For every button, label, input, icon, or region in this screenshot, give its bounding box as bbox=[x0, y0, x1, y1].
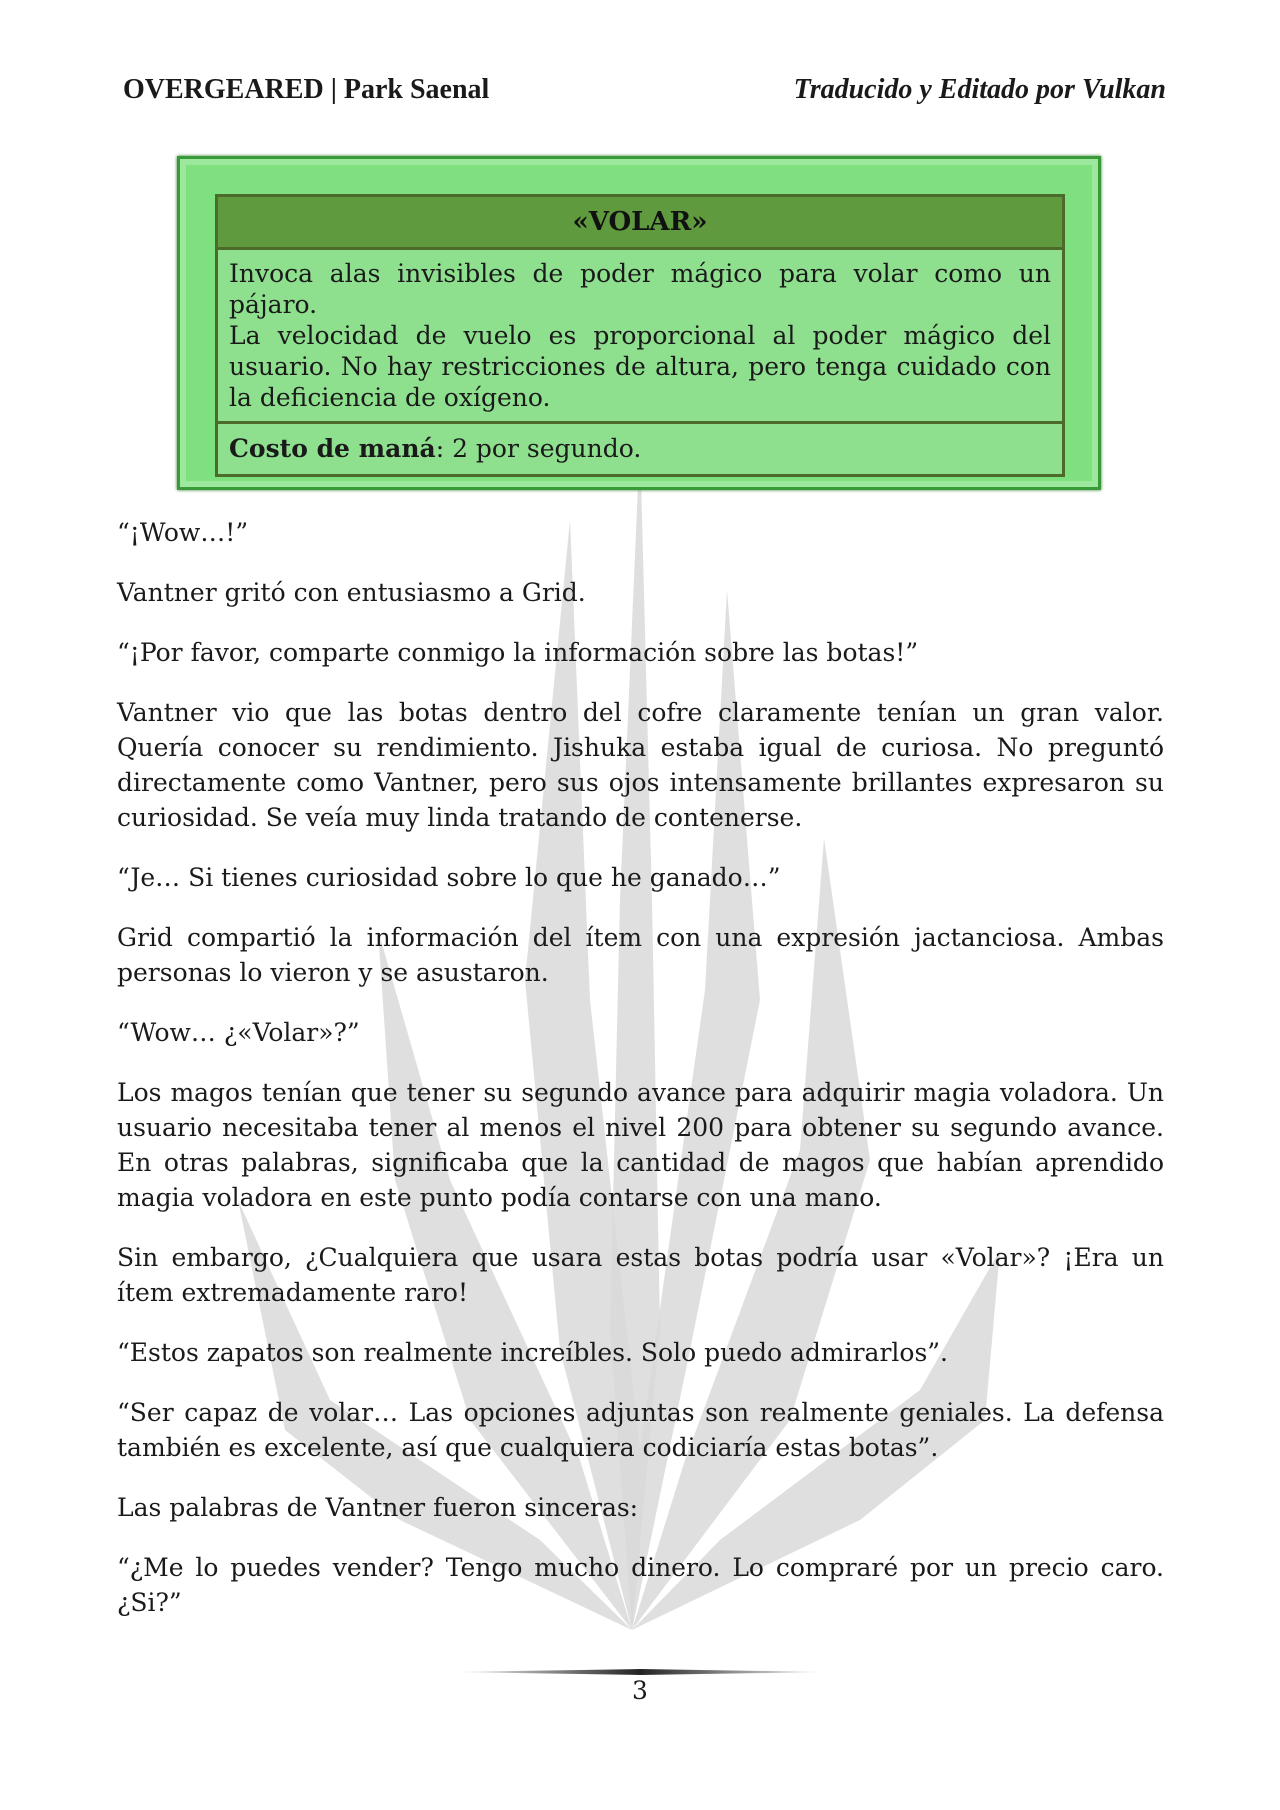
paragraph: Vantner vio que las botas dentro del cofre claramente tenían un gran valor. Quería conocer su rendimiento. Jishuka estaba igual de curiosa. No preguntó directamente como Vantner, pero sus ojos intensamente brillantes expresaron su curiosidad. Se veía muy linda tratando de contenerse. bbox=[117, 698, 1164, 832]
paragraph: “Je… Si tienes curiosidad sobre lo que he ganado…” bbox=[117, 863, 781, 892]
paragraph: Grid compartió la información del ítem con una expresión jactanciosa. Ambas personas lo vieron y se asustaron. bbox=[117, 923, 1164, 987]
paragraph: Vantner gritó con entusiasmo a Grid. bbox=[117, 578, 586, 607]
skill-mana-cost bbox=[218, 424, 1062, 474]
paragraph: “Wow… ¿«Volar»?” bbox=[117, 1018, 360, 1047]
paragraph: “Ser capaz de volar… Las opciones adjuntas son realmente geniales. La defensa también es excelente, así que cualquiera codiciaría estas botas”. bbox=[117, 1398, 1164, 1462]
skill-description-line: La velocidad de vuelo es proporcional al poder mágico del usuario. No hay restricciones de altura, pero tenga cuidado con la deficiencia de oxígeno. bbox=[229, 321, 1051, 412]
skill-description-line: Invoca alas invisibles de poder mágico para volar como un pájaro. bbox=[229, 259, 1051, 319]
skill-description bbox=[218, 250, 1062, 424]
paragraph: Sin embargo, ¿Cualquiera que usara estas botas podría usar «Volar»? ¡Era un ítem extremadamente raro! bbox=[117, 1243, 1164, 1307]
paragraph: Los magos tenían que tener su segundo avance para adquirir magia voladora. Un usuario necesitaba tener al menos el nivel 200 para obtener su segundo avance. En otras palabras, significaba que la cantidad de magos que habían aprendido magia voladora en este punto podía contarse con una mano. bbox=[117, 1078, 1164, 1212]
paragraph: “¿Me lo puedes vender? Tengo mucho dinero. Lo compraré por un precio caro. ¿Si?” bbox=[117, 1553, 1164, 1617]
header-translator-credit: Traducido y Editado por Vulkan bbox=[793, 74, 1166, 105]
skill-info-box bbox=[177, 156, 1101, 490]
paragraph: “¡Wow…!” bbox=[117, 518, 249, 547]
skill-cost-value: : 2 por segundo. bbox=[435, 434, 642, 463]
header-book-title: OVERGEARED | Park Saenal bbox=[123, 74, 490, 105]
paragraph: Las palabras de Vantner fueron sinceras: bbox=[117, 1493, 639, 1522]
paragraph: “¡Por favor, comparte conmigo la información sobre las botas!” bbox=[117, 638, 919, 667]
story-body bbox=[117, 515, 1164, 1645]
page-number: 3 bbox=[632, 1676, 648, 1705]
skill-cost-label: Costo de maná bbox=[229, 434, 436, 463]
footer-divider bbox=[450, 1669, 830, 1675]
page-header bbox=[123, 74, 1166, 114]
skill-title: «VOLAR» bbox=[218, 197, 1062, 250]
paragraph: “Estos zapatos son realmente increíbles. Solo puedo admirarlos”. bbox=[117, 1338, 949, 1367]
skill-table bbox=[215, 194, 1065, 477]
